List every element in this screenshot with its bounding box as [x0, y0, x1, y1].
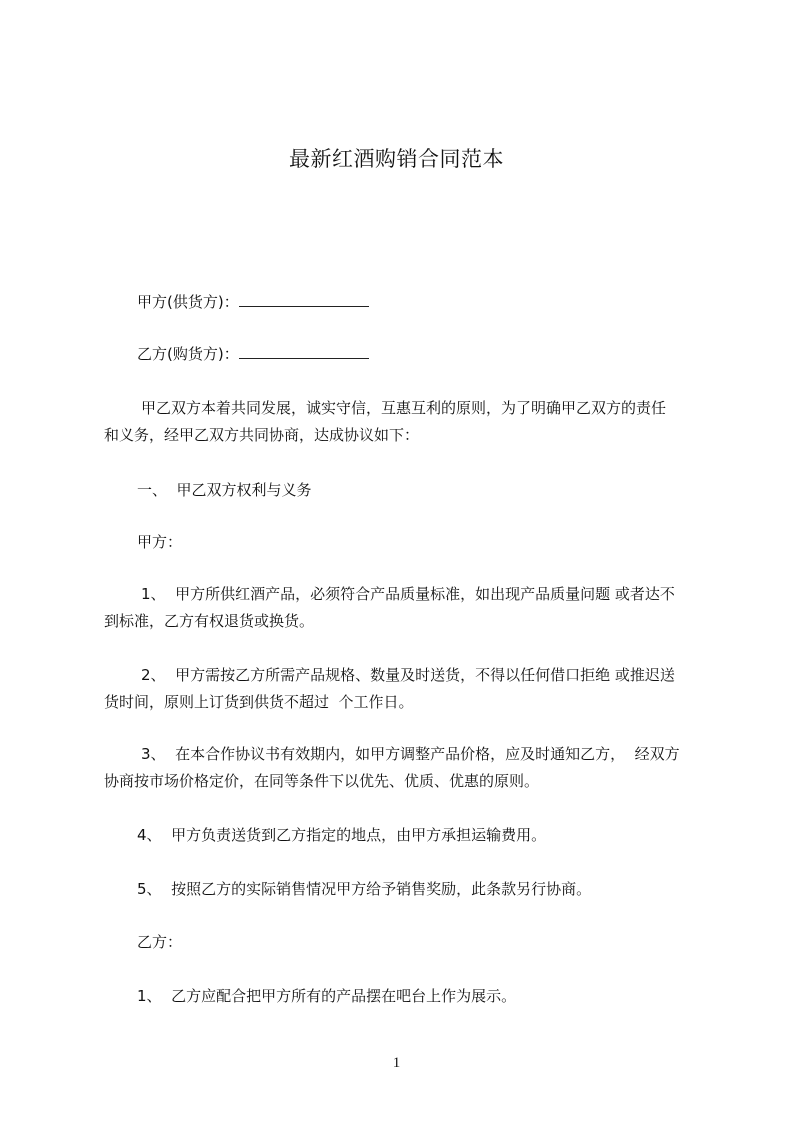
- clause-a4: 4、 甲方负责送货到乙方指定的地点，由甲方承担运输费用。: [137, 826, 547, 844]
- clause-a1-line-1: 1、 甲方所供红酒产品，必须符合产品质量标准，如出现产品质量问题 或者达不: [141, 585, 675, 603]
- clause-a2-line-2: 货时间，原则上订货到供货不超过 个工作日。: [104, 693, 414, 711]
- party-a-blank: [239, 292, 369, 307]
- clause-a1-line-2: 到标准，乙方有权退货或换货。: [104, 612, 315, 630]
- clause-a2-line-1: 2、 甲方需按乙方所需产品规格、数量及时送货，不得以任何借口拒绝 或推迟送: [141, 666, 675, 684]
- section-1-heading: 一、 甲乙双方权利与义务: [137, 481, 312, 499]
- party-a-heading: 甲方：: [137, 533, 183, 551]
- party-b-label: 乙方(购货方)：: [137, 345, 239, 363]
- clause-a3-line-2: 协商按市场价格定价，在同等条件下以优先、优质、优惠的原则。: [104, 772, 540, 790]
- party-b-blank: [239, 344, 369, 359]
- document-title: 最新红酒购销合同范本: [289, 147, 504, 171]
- party-a-line: [137, 289, 369, 316]
- page-number: 1: [392, 1055, 401, 1071]
- clause-a5: 5、 按照乙方的实际销售情况甲方给予销售奖励，此条款另行协商。: [137, 880, 592, 898]
- party-b-line: [137, 341, 369, 368]
- intro-line-1: 甲乙双方本着共同发展，诚实守信，互惠互利的原则，为了明确甲乙双方的责任: [141, 399, 667, 417]
- intro-line-2: 和义务，经甲乙双方共同协商，达成协议如下：: [104, 426, 420, 444]
- clause-b1: 1、 乙方应配合把甲方所有的产品摆在吧台上作为展示。: [137, 987, 517, 1005]
- party-a-label: 甲方(供货方)：: [137, 293, 239, 311]
- clause-a3-line-1: 3、 在本合作协议书有效期内，如甲方调整产品价格，应及时通知乙方， 经双方: [141, 745, 680, 763]
- party-b-heading: 乙方：: [137, 933, 183, 951]
